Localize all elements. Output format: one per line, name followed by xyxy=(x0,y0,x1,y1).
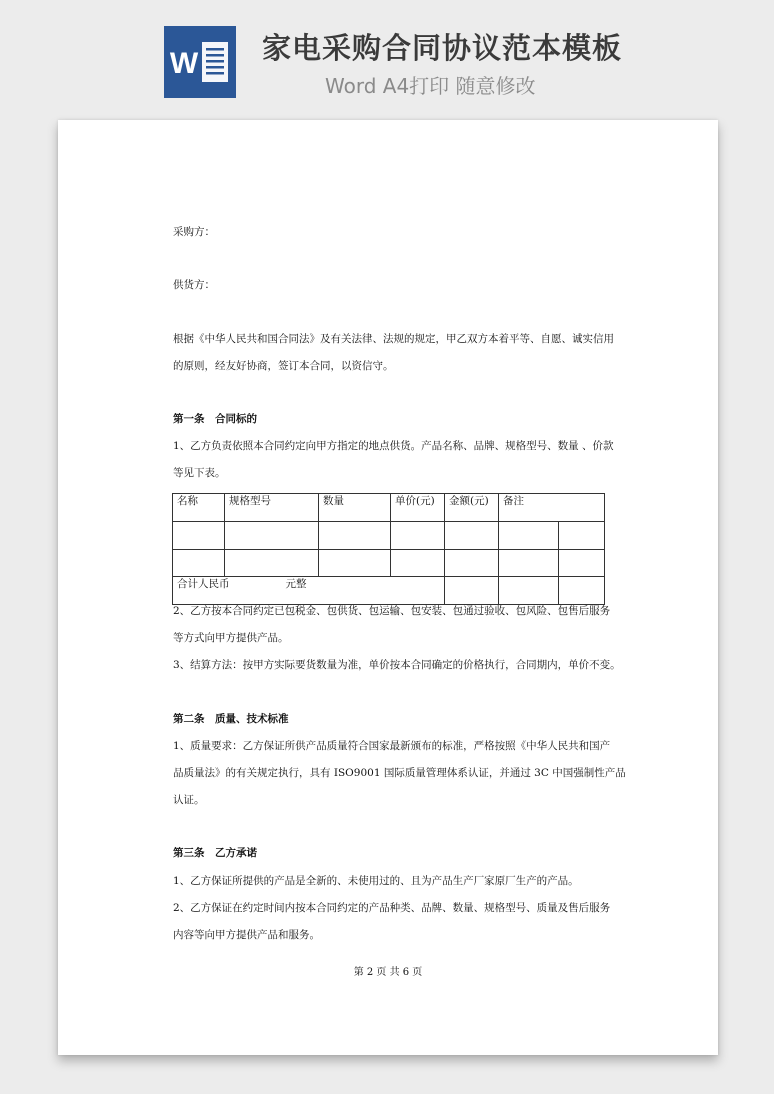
article-1-title: 第一条 合同标的 xyxy=(173,413,257,425)
buyer-line: 采购方： xyxy=(173,226,215,238)
article-3-p1: 1、乙方保证所提供的产品是全新的、未使用过的、且为产品生产厂家原厂生产的产品。 xyxy=(173,875,579,887)
article-3-title: 第三条 乙方承诺 xyxy=(173,847,257,859)
table-header-row xyxy=(173,494,605,522)
table-cell xyxy=(445,577,499,605)
intro-line-1: 根据《中华人民共和国合同法》及有关法律、法规的规定，甲乙双方本着平等、自愿、诚实信用 xyxy=(173,333,614,345)
table-total-cell xyxy=(173,577,445,605)
table-header-cell: 数量 xyxy=(319,494,391,522)
header xyxy=(0,0,774,110)
article-2-title: 第二条 质量、技术标准 xyxy=(173,713,289,725)
article-3-p2-line-1: 2、乙方保证在约定时间内按本合同约定的产品种类、品牌、数量、规格型号、质量及售后服务 xyxy=(173,902,611,914)
total-label: 合计人民币 xyxy=(177,578,230,590)
page-footer: 第 2 页 共 6 页 xyxy=(353,967,423,978)
article-1-p3: 3、结算方法：按甲方实际要货数量为准，单价按本合同确定的价格执行，合同期内，单价不变。 xyxy=(173,659,621,671)
table-cell xyxy=(173,550,225,577)
table-cell xyxy=(499,550,559,577)
article-1-p2-line-2: 等方式向甲方提供产品。 xyxy=(173,632,289,644)
table-cell xyxy=(319,522,391,550)
table-cell xyxy=(559,577,605,605)
table-cell xyxy=(173,522,225,550)
word-icon xyxy=(164,26,236,98)
supplier-line: 供货方： xyxy=(173,279,215,291)
article-1-p2-line-1: 2、乙方按本合同约定已包税金、包供货、包运输、包安装、包通过验收、包风险、包售后服务 xyxy=(173,605,611,617)
table-cell xyxy=(559,550,605,577)
total-unit: 元整 xyxy=(285,578,307,590)
table-cell xyxy=(499,522,559,550)
table-cell xyxy=(225,522,319,550)
table-row xyxy=(173,522,605,550)
article-3-p2-line-2: 内容等向甲方提供产品和服务。 xyxy=(173,929,320,941)
table-cell xyxy=(391,550,445,577)
page-title: 家电采购合同协议范本模板 xyxy=(262,31,623,65)
article-1-p1-line-1: 1、乙方负责依照本合同约定向甲方指定的地点供货。产品名称、品牌、规格型号、数量 、价款 xyxy=(173,440,614,452)
article-2-p1-line-3: 认证。 xyxy=(173,794,205,806)
table-header-cell: 名称 xyxy=(173,494,225,522)
table-cell xyxy=(391,522,445,550)
article-2-p1-line-1: 1、质量要求：乙方保证所供产品质量符合国家最新颁布的标准，严格按照《中华人民共和国产 xyxy=(173,740,611,752)
product-table xyxy=(172,493,605,605)
table-total-row xyxy=(173,577,605,605)
document-page xyxy=(58,120,718,1055)
table-cell xyxy=(445,550,499,577)
table-cell xyxy=(319,550,391,577)
table-header-cell: 备注 xyxy=(499,494,605,522)
table-row xyxy=(173,550,605,577)
article-2-p1-line-2: 品质量法》的有关规定执行，具有 ISO9001 国际质量管理体系认证，并通过 3C 中国强制性产品 xyxy=(173,767,626,779)
table-header-cell: 规格型号 xyxy=(225,494,319,522)
table-header-cell: 金额(元) xyxy=(445,494,499,522)
table-cell xyxy=(225,550,319,577)
table-header-cell: 单价(元) xyxy=(391,494,445,522)
table-cell xyxy=(445,522,499,550)
intro-line-2: 的原则，经友好协商，签订本合同，以资信守。 xyxy=(173,360,394,372)
table-cell xyxy=(499,577,559,605)
word-logo-letter: W xyxy=(169,47,199,80)
article-1-p1-line-2: 等见下表。 xyxy=(173,467,226,479)
page-subtitle: Word A4打印 随意修改 xyxy=(325,74,536,98)
table-cell xyxy=(559,522,605,550)
